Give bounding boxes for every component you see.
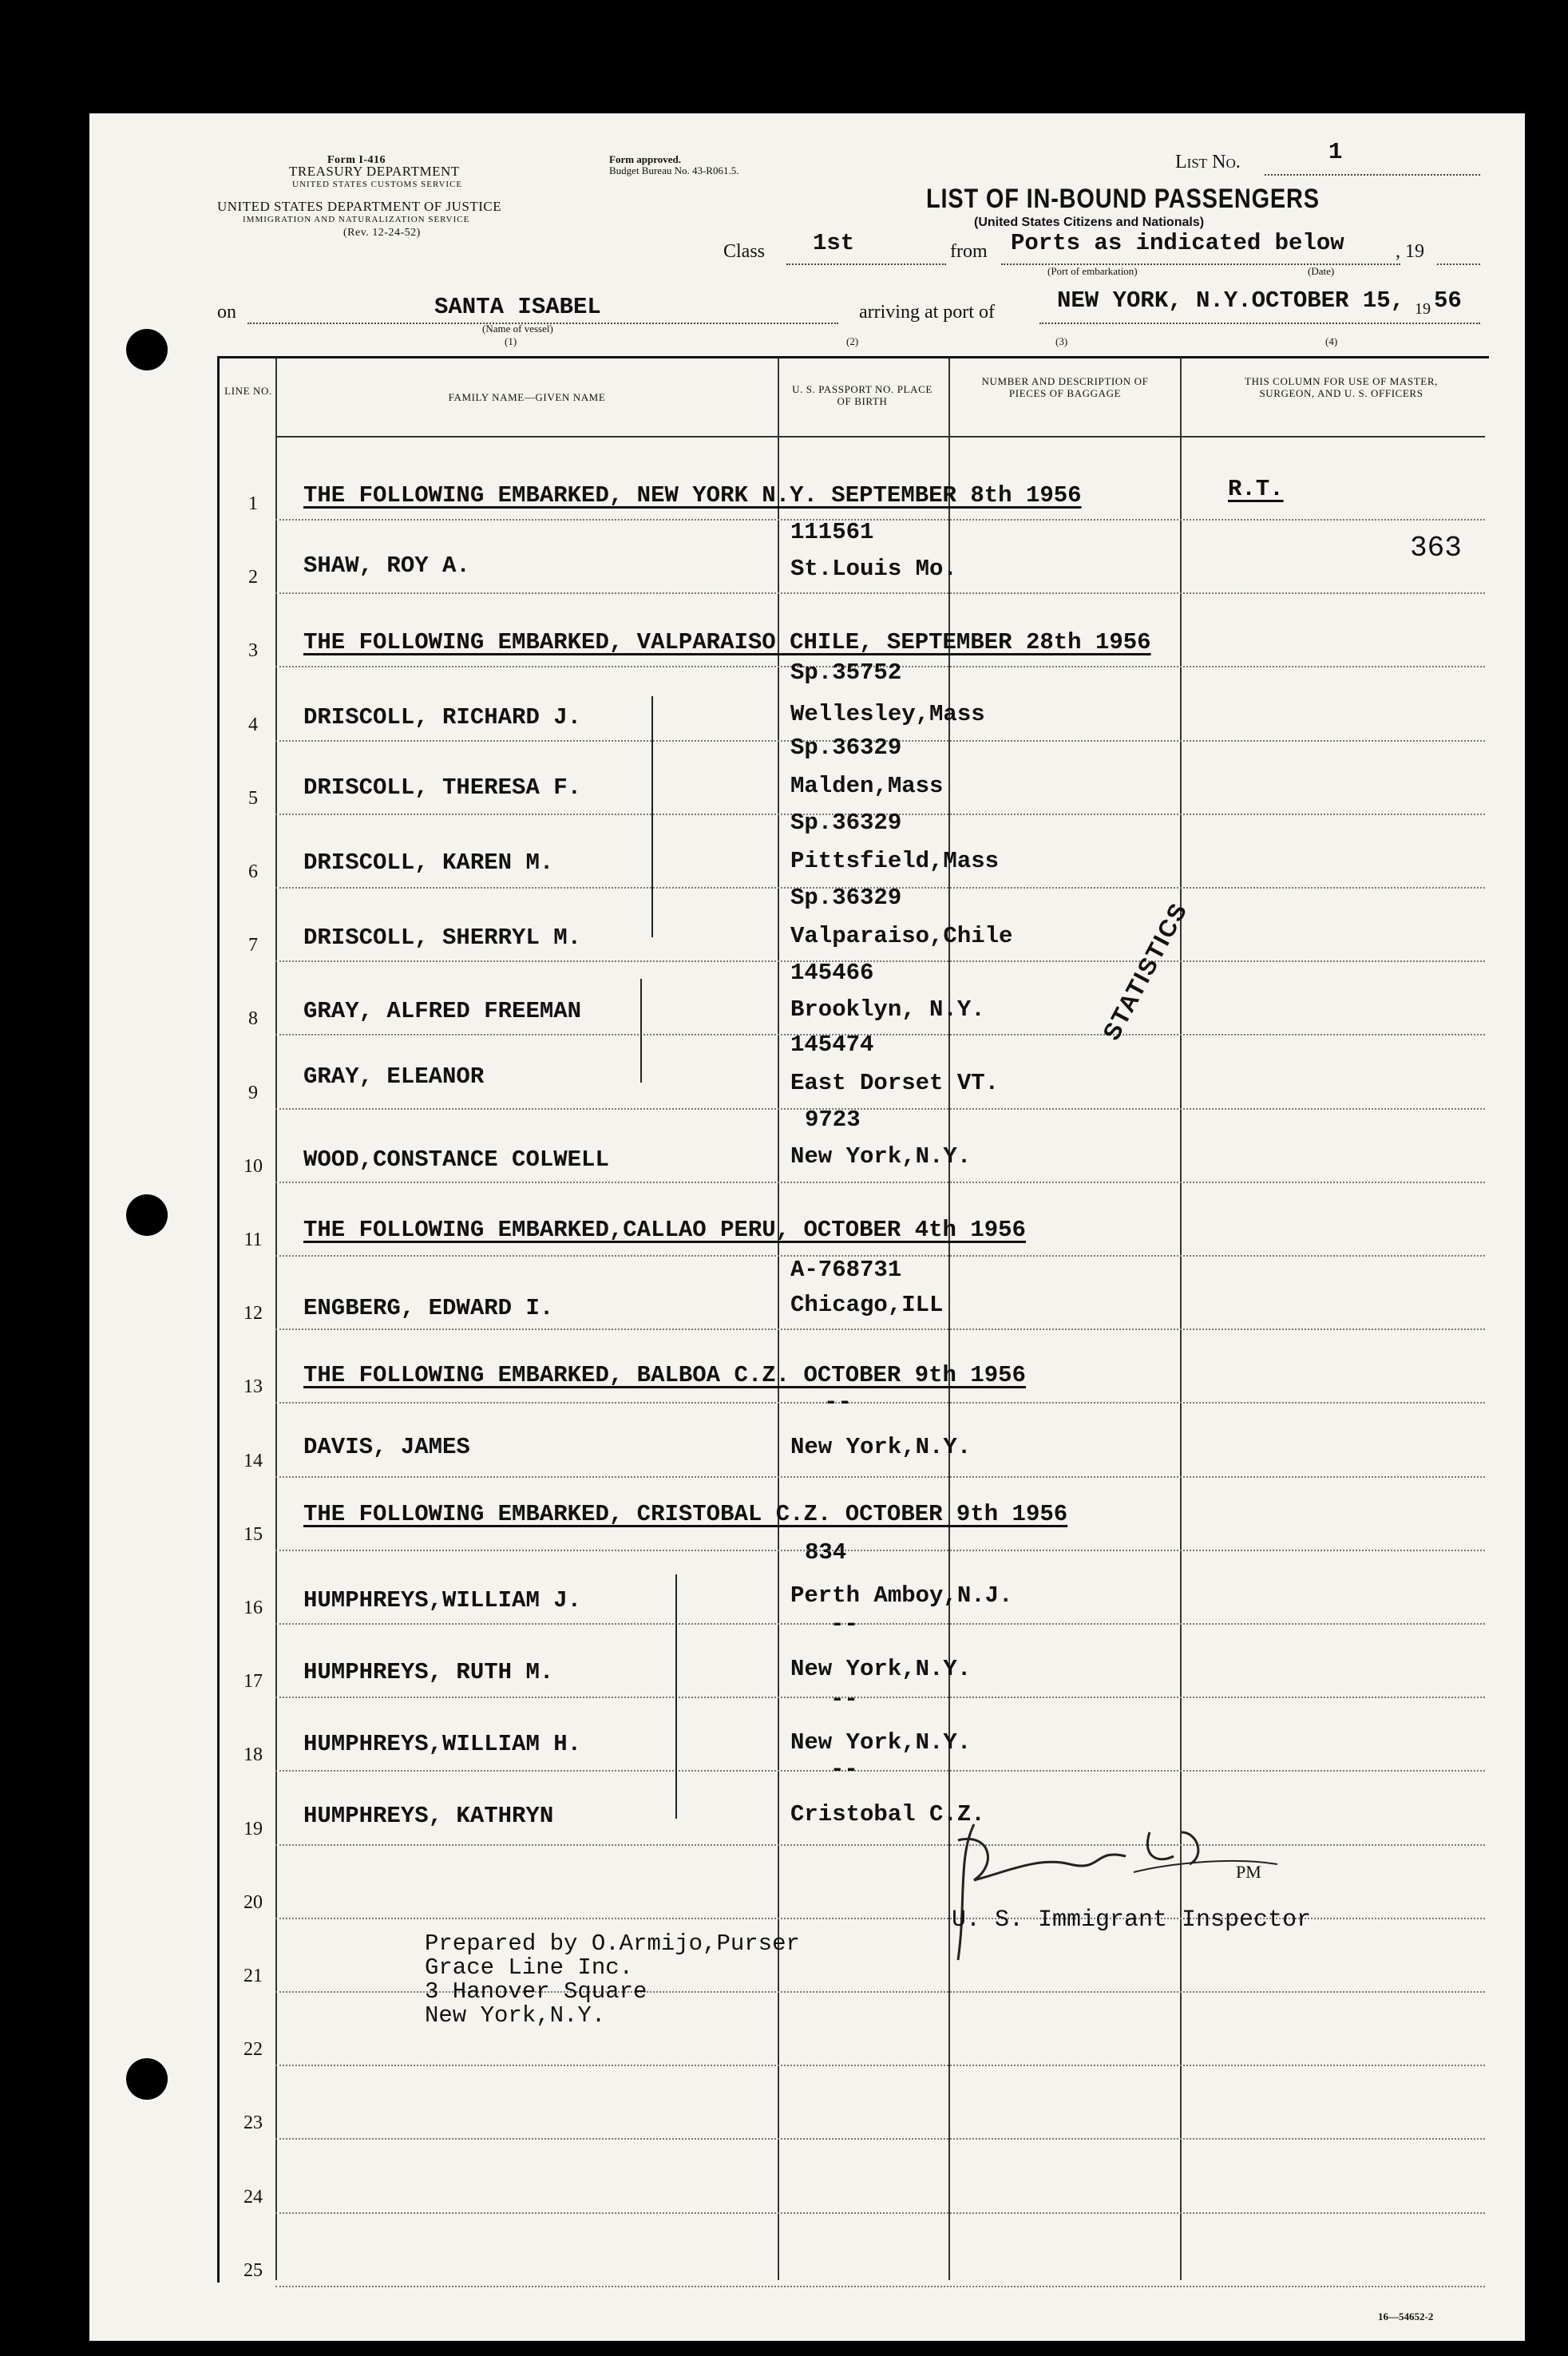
row-line [275,592,1485,594]
header-name: FAMILY NAME—GIVEN NAME [448,391,606,403]
line-number: 19 [244,1818,263,1839]
place-of-birth: Wellesley,Mass [790,701,985,727]
class-label: Class [723,241,766,262]
line-number: 10 [244,1155,263,1177]
row-line [275,1034,1485,1035]
row-line [275,1550,1485,1551]
place-of-birth: Cristobal C.Z. [790,1801,985,1827]
family-group-bracket [651,696,653,937]
passenger-name: DRISCOLL, RICHARD J. [303,704,582,731]
row-line [275,1697,1485,1698]
company-city: New York,N.Y. [425,2002,606,2029]
line-number: 7 [248,935,258,956]
row-line [275,2286,1485,2287]
col-caption-2: (2) [846,335,859,347]
embark-header-line-15: THE FOLLOWING EMBARKED, CRISTOBAL C.Z. OCTOBER 9th 1956 [303,1501,1068,1527]
officer-note: 363 [1410,532,1462,564]
arrival-line [1039,323,1480,324]
passport-number: -- [830,1611,858,1637]
line-number: 8 [248,1008,258,1030]
passenger-name: ENGBERG, EDWARD I. [303,1295,554,1321]
header-divider [275,436,1485,438]
family-group-bracket [675,1574,677,1819]
passport-number: Sp.35752 [790,659,902,686]
class-value: 1st [813,230,855,256]
row-line [275,1182,1485,1183]
port-embarkation-caption: (Port of embarkation) [1047,265,1138,277]
embark-header-line-11: THE FOLLOWING EMBARKED,CALLAO PERU, OCTOBER 4th 1956 [303,1217,1026,1243]
passenger-name: GRAY, ALFRED FREEMAN [303,998,582,1024]
port-embarkation: Ports as indicated below [1011,230,1344,256]
row-line [275,1476,1485,1478]
customs-service: UNITED STATES CUSTOMS SERVICE [292,180,463,189]
passport-number: Sp.36329 [790,735,902,761]
punch-hole [126,329,168,370]
header-baggage: NUMBER AND DESCRIPTION OF PIECES OF BAGGAGE [981,375,1149,399]
passport-number: 145466 [790,960,874,986]
passport-number: 834 [805,1539,847,1566]
line-number: 12 [244,1303,263,1325]
col-caption-4: (4) [1325,335,1338,347]
form-title: LIST OF IN-BOUND PASSENGERS [926,184,1320,214]
form-number: Form I-416 [327,154,386,166]
line-number: 22 [244,2039,263,2061]
line-number: 18 [244,1744,263,1766]
line-number: 6 [248,861,258,882]
vessel-caption: (Name of vessel) [482,323,553,335]
place-of-birth: New York,N.Y. [790,1143,972,1170]
place-of-birth: New York,N.Y. [790,1434,972,1460]
arriving-label: arriving at port of [859,302,995,323]
line-number: 11 [244,1229,263,1250]
place-of-birth: New York,N.Y. [790,1656,972,1682]
year-line [1437,263,1480,265]
passenger-name: HUMPHREYS, KATHRYN [303,1803,554,1829]
time-mark: PM [1236,1862,1261,1882]
row-line [275,2212,1485,2214]
place-of-birth: Pittsfield,Mass [790,848,1000,874]
class-line [786,263,946,265]
line-number: 14 [244,1450,263,1471]
passenger-name: HUMPHREYS,WILLIAM H. [303,1731,582,1757]
line-number: 25 [244,2259,263,2281]
row-line [275,1844,1485,1846]
passport-number: Sp.36329 [790,810,902,836]
form-approved: Form approved. [609,153,682,165]
justice-dept: UNITED STATES DEPARTMENT OF JUSTICE [217,199,502,214]
from-label: from [950,241,988,262]
year-prefix: , 19 [1396,241,1424,262]
row-line [275,2138,1485,2140]
line-number: 17 [244,1671,263,1693]
place-of-birth: Brooklyn, N.Y. [790,996,985,1023]
treasury-dept: TREASURY DEPARTMENT [289,164,460,179]
list-no-label: List No. [1175,152,1241,172]
line-number: 23 [244,2112,263,2134]
arrival-port-date: NEW YORK, N.Y.OCTOBER 15, [1057,287,1405,314]
embark-header-line-13: THE FOLLOWING EMBARKED, BALBOA C.Z. OCTOBER 9th 1956 [303,1362,1026,1388]
place-of-birth: Chicago,ILL [790,1292,944,1318]
passport-number: -- [830,1756,858,1783]
form-subtitle: (United States Citizens and Nationals) [974,216,1205,229]
line-number: 5 [248,787,258,809]
place-of-birth: Valparaiso,Chile [790,923,1013,949]
passenger-name: DRISCOLL, SHERRYL M. [303,925,582,951]
passenger-name: DAVIS, JAMES [303,1434,470,1460]
passport-number: 111561 [790,519,874,545]
passenger-name: HUMPHREYS,WILLIAM J. [303,1587,582,1614]
family-group-bracket [640,979,642,1083]
arrival-year: 56 [1434,287,1462,314]
line-number: 16 [244,1598,263,1618]
line-number: 15 [244,1523,263,1545]
row-line [275,1328,1485,1330]
company-name: Grace Line Inc. [425,1954,634,1981]
col-caption-3: (3) [1055,335,1068,347]
line-number: 13 [244,1376,263,1398]
passport-number: -- [830,1686,858,1713]
inspector-title: U. S. Immigrant Inspector [952,1907,1312,1934]
embark-header-line-1: THE FOLLOWING EMBARKED, NEW YORK N.Y. SEPTEMBER 8th 1956 [303,482,1082,509]
row-line [275,1108,1485,1110]
line-number: 4 [248,714,258,735]
company-address: 3 Hanover Square [425,1978,647,2005]
row-line [275,2065,1485,2066]
passenger-name: DRISCOLL, THERESA F. [303,774,582,801]
place-of-birth: Malden,Mass [790,773,944,799]
header-officers: THIS COLUMN FOR USE OF MASTER, SURGEON, AND U. S. OFFICERS [1245,375,1438,399]
form-footer-number: 16—54652-2 [1378,2310,1434,2322]
row-line [275,1402,1485,1404]
line-number: 20 [244,1891,263,1913]
punch-hole [126,1194,168,1236]
passport-number: A-768731 [790,1257,902,1283]
row-line [275,1770,1485,1772]
passenger-name: DRISCOLL, KAREN M. [303,849,554,876]
header-line-no: LINE NO. [224,385,272,397]
row-line [275,960,1485,962]
rt-mark: R.T. [1228,476,1284,502]
line-number: 21 [244,1966,263,1986]
embark-header-line-3: THE FOLLOWING EMBARKED, VALPARAISO CHILE, SEPTEMBER 28th 1956 [303,629,1151,655]
place-of-birth: East Dorset VT. [790,1070,1000,1096]
line-number: 9 [248,1082,258,1103]
inspector-signature [942,1808,1285,1968]
list-no-line [1265,174,1480,176]
arrival-year-prefix: 19 [1415,300,1431,318]
place-of-birth: St.Louis Mo. [790,556,957,582]
ins-service: IMMIGRATION AND NATURALIZATION SERVICE [243,215,470,224]
on-label: on [217,302,236,323]
row-line [275,519,1485,521]
col-caption-1: (1) [505,335,517,347]
passport-number: 9723 [805,1107,861,1133]
passenger-name: SHAW, ROY A. [303,552,470,579]
place-of-birth: New York,N.Y. [790,1729,972,1756]
list-no-value: 1 [1328,139,1343,165]
passport-number: -- [824,1389,852,1416]
place-of-birth: Perth Amboy,N.J. [790,1582,1013,1609]
form-revision: (Rev. 12-24-52) [343,227,421,239]
passport-number: 145474 [790,1031,874,1058]
date-caption: (Date) [1308,265,1335,277]
header-passport: U. S. PASSPORT NO. PLACE OF BIRTH [792,383,932,407]
vessel-name: SANTA ISABEL [434,294,601,320]
statistics-stamp: STATISTICS [1098,897,1194,1045]
passenger-name: WOOD,CONSTANCE COLWELL [303,1146,609,1173]
punch-hole [126,2058,168,2100]
row-line [275,1623,1485,1625]
passenger-name: HUMPHREYS, RUTH M. [303,1659,554,1685]
budget-bureau: Budget Bureau No. 43-R061.5. [609,164,739,176]
passport-number: Sp.36329 [790,885,902,911]
line-number: 24 [244,2186,263,2208]
line-number: 2 [248,567,258,588]
prepared-by: Prepared by O.Armijo,Purser [425,1930,800,1957]
passenger-name: GRAY, ELEANOR [303,1063,485,1090]
line-number: 1 [248,493,258,514]
line-number: 3 [248,640,258,662]
